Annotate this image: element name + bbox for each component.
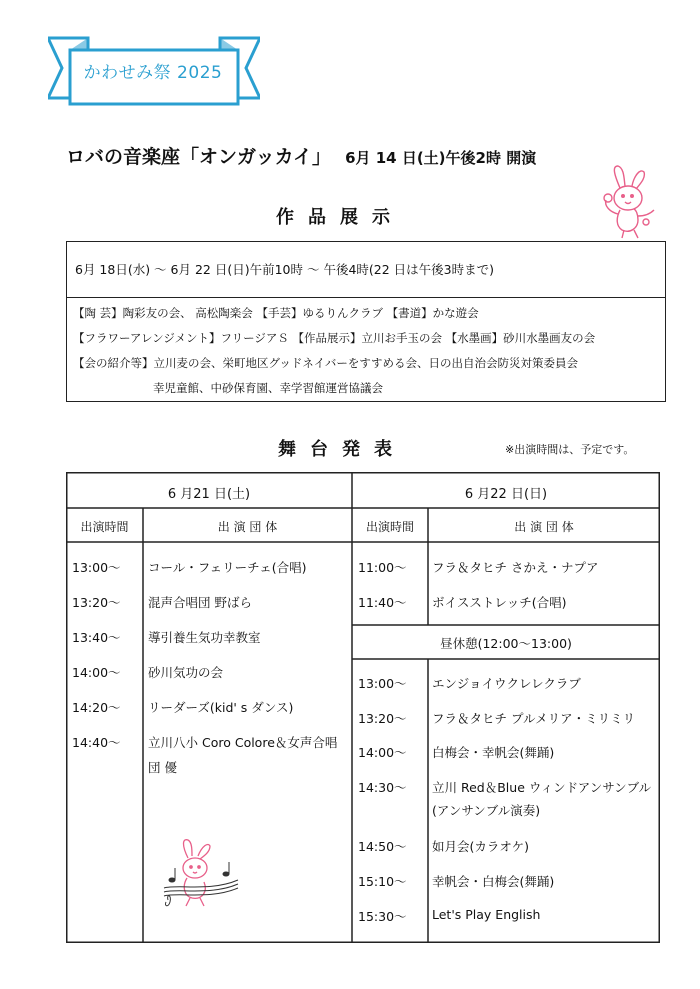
day2-row-group: 如月会(カラオケ) bbox=[432, 839, 530, 854]
day2-row-time: 14:30～ bbox=[358, 780, 407, 795]
day1-row-time: 13:00～ bbox=[72, 560, 121, 575]
day1-row-group: リーダーズ(kid' s ダンス) bbox=[148, 700, 294, 715]
day2-row-group-cont: (アンサンブル演奏) bbox=[432, 803, 541, 818]
exhibition-title: 作品展示 bbox=[276, 207, 404, 228]
day1-date: 6 月21 日(土) bbox=[167, 487, 251, 502]
exhibition-line: 【会の紹介等】立川麦の会、栄町地区グッドネイバーをすすめる会、日の出自治会防災対策委員会 bbox=[73, 356, 578, 370]
day1-row-time: 14:40～ bbox=[72, 735, 121, 750]
day2-group-header: 出 演 団 体 bbox=[514, 520, 574, 534]
exhibition-box bbox=[66, 241, 666, 402]
stage-title: 舞台発表 bbox=[278, 439, 406, 460]
day1-row-group: 砂川気功の会 bbox=[148, 665, 224, 680]
day1-row-time: 13:20～ bbox=[72, 595, 121, 610]
day2-time-header: 出演時間 bbox=[365, 520, 414, 534]
schedule-note: ※出演時間は、予定です。 bbox=[505, 443, 635, 456]
festival-title: かわせみ祭 2025 bbox=[83, 63, 223, 83]
exhibition-period: 6月 18日(水) ～ 6月 22 日(日)午前10時 ～ 午後4時(22 日は午後3時まで) bbox=[67, 242, 665, 298]
day1-row-time: 13:40～ bbox=[72, 630, 121, 645]
day2-date: 6 月22 日(日) bbox=[464, 487, 548, 502]
rabbit-illustration bbox=[598, 164, 660, 242]
concert-heading bbox=[66, 142, 536, 169]
day1-row-time: 14:00～ bbox=[72, 665, 121, 680]
day1-row-group: 導引養生気功幸教室 bbox=[148, 630, 261, 645]
day2-row-time: 11:00～ bbox=[358, 560, 407, 575]
day1-time-header: 出演時間 bbox=[80, 520, 129, 534]
day1-group-header: 出 演 団 体 bbox=[217, 520, 278, 534]
day1-row-group: 立川八小 Coro Colore＆女声合唱 bbox=[148, 735, 338, 750]
day2-row-group: Let's Play English bbox=[432, 907, 541, 922]
rabbit-music-illustration bbox=[160, 836, 242, 912]
exhibition-line: 【陶 芸】陶彩友の会、 高松陶楽会 【手芸】ゆるりんクラブ 【書道】かな遊会 bbox=[73, 306, 479, 320]
day2-row-time: 11:40～ bbox=[358, 595, 407, 610]
day1-row-group: 混声合唱団 野ばら bbox=[148, 595, 252, 610]
day2-row-group: 白梅会・幸帆会(舞踊) bbox=[432, 745, 555, 760]
concert-title: ロバの音楽座「オンガッカイ」 bbox=[66, 146, 332, 168]
day2-row-group: ボイスストレッチ(合唱) bbox=[432, 595, 567, 610]
exhibition-line: 幸児童館、中砂保育園、幸学習館運営協議会 bbox=[153, 381, 383, 395]
lunch-break: 昼休憩(12:00～13:00) bbox=[440, 636, 572, 651]
day2-row-time: 15:10～ bbox=[358, 874, 407, 889]
day2-row-time: 14:00～ bbox=[358, 745, 407, 760]
day2-row-group: フラ＆タヒチ さかえ・ナプア bbox=[432, 560, 599, 575]
stage-schedule-table bbox=[66, 472, 660, 943]
day1-row-group: コール・フェリーチェ(合唱) bbox=[148, 560, 307, 575]
day1-row-time: 14:20～ bbox=[72, 700, 121, 715]
day2-row-group: 幸帆会・白梅会(舞踊) bbox=[432, 874, 555, 889]
day1-row-group-cont: 団 優 bbox=[148, 760, 177, 775]
day2-row-time: 14:50～ bbox=[358, 839, 407, 854]
concert-performance: 6月 14 日(土)午後2時 開演 bbox=[345, 149, 537, 167]
day2-row-time: 13:20～ bbox=[358, 711, 407, 726]
exhibition-line: 【フラワーアレンジメント】フリージアＳ 【作品展示】立川お手玉の会 【水墨画】砂川水墨画友の会 bbox=[73, 331, 596, 345]
day2-row-group: 立川 Red＆Blue ウィンドアンサンブル bbox=[432, 780, 652, 795]
day2-row-group: フラ＆タヒチ プルメリア・ミリミリ bbox=[432, 711, 636, 726]
day2-row-time: 13:00～ bbox=[358, 676, 407, 691]
day2-row-group: エンジョイウクレレクラブ bbox=[432, 676, 581, 691]
day2-row-time: 15:30～ bbox=[358, 909, 407, 924]
